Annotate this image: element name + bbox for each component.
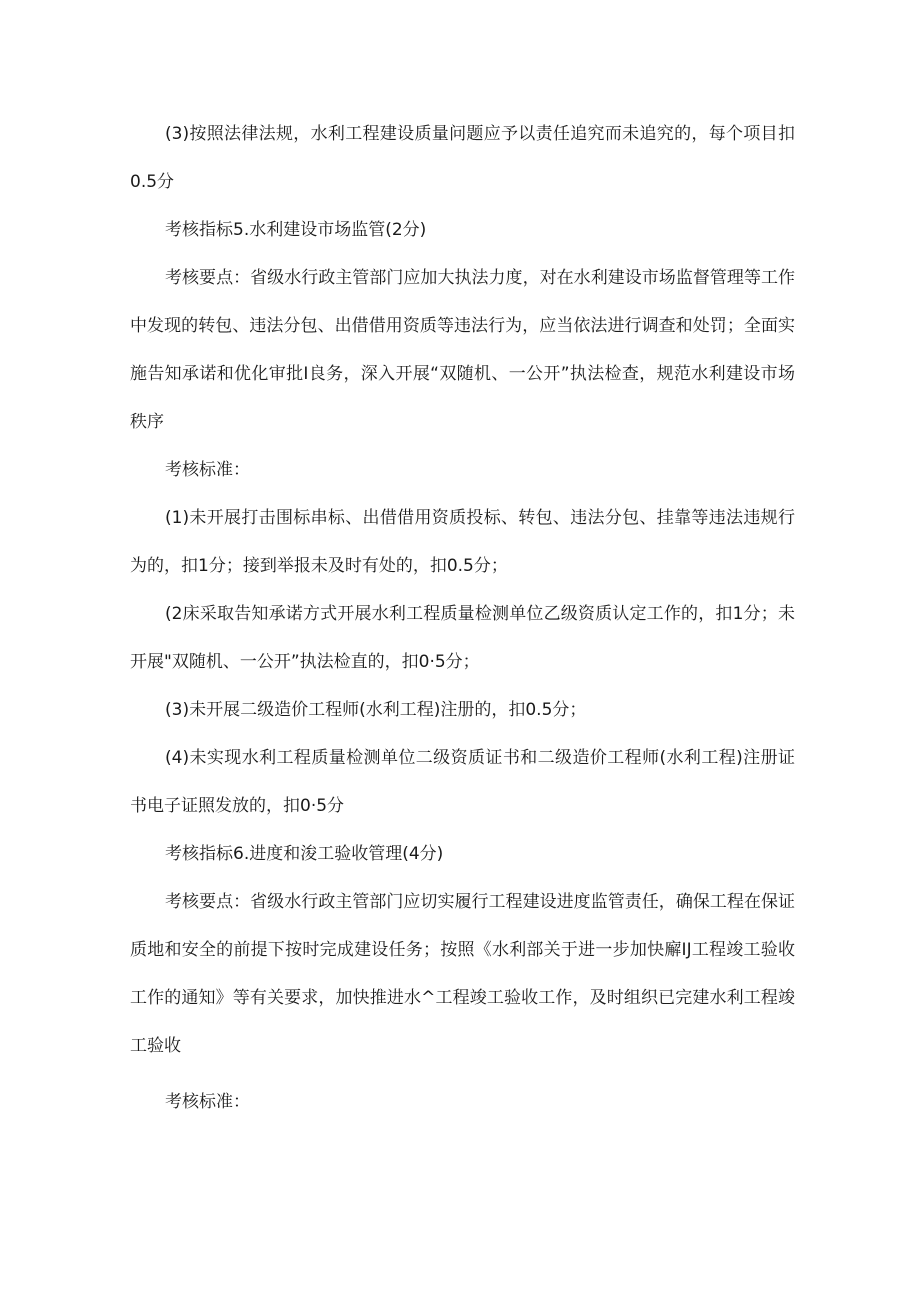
paragraph-indicator-5-key-points: 考核要点：省级水行政主管部门应加大执法力度，对在水利建设市场监督管理等工作中发现的转包、违法分包、出借借用资质等违法行为，应当依法进行调查和处罚；全面实施告知承诺和优化审批I良务，深入开展“双随机、一公开”执法检查，规范水利建设市场秩序 xyxy=(130,268,795,432)
paragraph-indicator-6-key-points: 考核要点：省级水行政主管部门应切实履行工程建设进度监管责任，确保工程在保证质地和安全的前提下按时完成建设任务；按照《水利部关于进一步加快廨IJ工程竣工验收工作的通知》等有关要求，加快推进水^工程竣工验收工作，及时组织已完建水利工程竣工验收 xyxy=(130,892,795,1056)
paragraph-indicator-6-heading: 考核指标6.进度和浚工验收管理(4分) xyxy=(165,844,444,864)
paragraph-indicator-5-standards-heading: 考核标准： xyxy=(165,460,250,480)
paragraph-indicator-5-heading: 考核指标5.水利建设市场监管(2分) xyxy=(165,220,427,240)
paragraph-indicator-5-standard-3: (3)未开展二级造价工程师(水利工程)注册的，扣0.5分； xyxy=(165,700,587,720)
paragraph-indicator-5-standard-1: (1)未开展打击围标串标、出借借用资质投标、转包、违法分包、挂靠等违法违规行为的，扣1分；接到举报未及时有处的，扣0.5分； xyxy=(130,508,795,576)
paragraph-standard-3-responsibility: (3)按照法律法规，水利工程建设质量问题应予以责任追究而未追究的，每个项目扣0.5分 xyxy=(130,124,795,192)
paragraph-indicator-5-standard-4: (4)未实现水利工程质量检测单位二级资质证书和二级造价工程师(水利工程)注册证书电子证照发放的，扣0·5分 xyxy=(130,748,795,816)
paragraph-indicator-5-standard-2: (2床采取告知承诺方式开展水利工程质量检测单位乙级资质认定工作的，扣1分；未开展"双随机、一公开”执法检直的，扣0·5分； xyxy=(130,604,795,672)
paragraph-indicator-6-standards-heading: 考核标准： xyxy=(165,1092,250,1112)
